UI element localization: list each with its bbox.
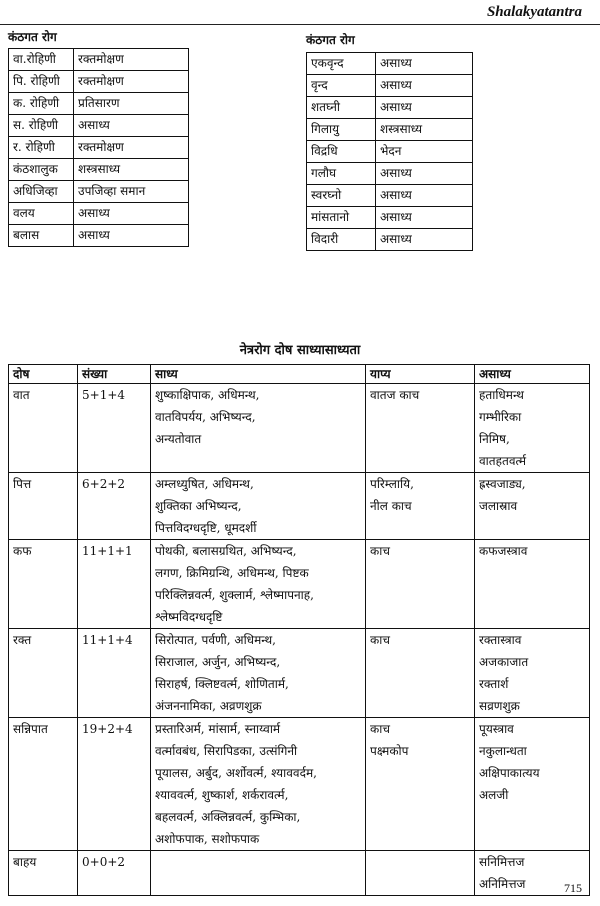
dosha-cell: बाहय [9, 851, 78, 896]
table-row [307, 97, 473, 119]
sadhya-line: सिरोत्पात, पर्वणी, अधिमन्थ, [155, 633, 276, 647]
sadhya-line: पूयालस, अर्बुद, अर्शोवर्त्म, श्याववर्दम, [155, 766, 317, 780]
sadhya-line: सिराहर्ष, क्लिष्टवर्त्म, शोणितार्म, [155, 677, 289, 691]
table-row [9, 71, 189, 93]
table-row [9, 629, 590, 718]
header-yapya: याप्य [366, 365, 475, 384]
header-count: संख्या [78, 365, 151, 384]
dosha-cell: सन्निपात [9, 718, 78, 851]
asadhya-line: वातहतवर्त्म [479, 454, 527, 468]
header-sadhya: साध्य [151, 365, 366, 384]
table-row [9, 473, 590, 540]
table-row [307, 185, 473, 207]
disease-name: बलास [9, 225, 74, 247]
disease-name: गलौघ [307, 163, 376, 185]
table-row [9, 93, 189, 115]
treatment: असाध्य [74, 115, 189, 137]
sadhya-cell [151, 540, 366, 629]
dosha-cell: वात [9, 384, 78, 473]
table-row [307, 207, 473, 229]
treatment: रक्तमोक्षण [74, 49, 189, 71]
sadhya-line: सिराजाल, अर्जुन, अभिष्यन्द, [155, 655, 281, 669]
yapya-cell [366, 473, 475, 540]
sadhya-line: लगण, क्रिमिग्रन्थि, अधिमन्थ, पिष्टक [155, 566, 309, 580]
sadhya-line: प्रस्तारिअर्म, मांसार्म, स्नाय्वार्म [155, 722, 281, 736]
dosha-cell: कफ [9, 540, 78, 629]
table-row [9, 203, 189, 225]
sadhya-line: अम्लध्युषित, अधिमन्थ, [155, 477, 254, 491]
asadhya-line: रक्तार्श [479, 677, 509, 691]
asadhya-line: पूयस्त्राव [479, 722, 514, 736]
asadhya-cell [475, 540, 590, 629]
treatment: भेदन [376, 141, 473, 163]
asadhya-line: जलास्राव [479, 499, 518, 513]
asadhya-line: कफजस्त्राव [479, 544, 528, 558]
treatment: शस्त्रसाध्य [376, 119, 473, 141]
asadhya-line: गम्भीरिका [479, 410, 522, 424]
eye-disease-table [8, 364, 590, 896]
table-row [9, 181, 189, 203]
yapya-cell [366, 718, 475, 851]
treatment: असाध्य [376, 97, 473, 119]
sadhya-line: बहलवर्त्म, अक्लिन्नवर्त्म, कुम्भिका, [155, 810, 301, 824]
sadhya-line: परिक्लिन्नवर्त्म, शुक्लार्म, श्लेष्मापनाह, [155, 588, 314, 602]
yapya-line: पक्ष्मकोप [370, 744, 409, 758]
table-header-row [9, 365, 590, 384]
asadhya-line: अनिमित्तज [479, 877, 526, 891]
disease-name: शतघ्नी [307, 97, 376, 119]
sadhya-line: पोथकी, बलासग्रथित, अभिष्यन्द, [155, 544, 297, 558]
treatment: असाध्य [74, 225, 189, 247]
page-number: 715 [564, 881, 582, 895]
asadhya-cell [475, 473, 590, 540]
sadhya-cell [151, 473, 366, 540]
asadhya-line: निमिष, [479, 432, 510, 446]
treatment: असाध्य [376, 75, 473, 97]
yapya-line: काच [370, 544, 390, 558]
sadhya-line: श्लेष्मविदग्धदृष्टि [155, 610, 223, 624]
yapya-line: परिम्लायि, [370, 477, 414, 491]
asadhya-line: ह्रस्वजाड्य, [479, 477, 526, 491]
yapya-line: काच [370, 633, 390, 647]
yapya-line: काच [370, 722, 390, 736]
disease-name: अधिजिव्हा [9, 181, 74, 203]
sadhya-line: वातविपर्यय, अभिष्यन्द, [155, 410, 256, 424]
count-cell: 0+0+2 [78, 851, 151, 896]
sadhya-line: अंजननामिका, अव्रणशुक्र [155, 699, 262, 713]
disease-name: वा.रोहिणी [9, 49, 74, 71]
sadhya-line: पित्तविदग्धदृष्टि, धूमदर्शी [155, 521, 257, 535]
table-row [307, 53, 473, 75]
sadhya-cell [151, 851, 366, 896]
table-row [307, 141, 473, 163]
table-row [307, 119, 473, 141]
asadhya-cell [475, 384, 590, 473]
asadhya-line: सनिमित्तज [479, 855, 525, 869]
asadhya-line: रक्तास्त्राव [479, 633, 522, 647]
sadhya-cell [151, 718, 366, 851]
sadhya-cell [151, 384, 366, 473]
disease-name: स्वरघ्नो [307, 185, 376, 207]
count-cell: 19+2+4 [78, 718, 151, 851]
right-section-title: कंठगत रोग [306, 33, 355, 47]
asadhya-line: अलजी [479, 788, 509, 802]
yapya-cell [366, 384, 475, 473]
treatment: असाध्य [376, 229, 473, 251]
treatment: प्रतिसारण [74, 93, 189, 115]
table-row [9, 851, 590, 896]
table-row [9, 384, 590, 473]
count-cell: 5+1+4 [78, 384, 151, 473]
count-cell: 11+1+4 [78, 629, 151, 718]
asadhya-line: नकुलान्धता [479, 744, 527, 758]
asadhya-cell [475, 718, 590, 851]
table-row [307, 163, 473, 185]
sadhya-line: अशोफपाक, सशोफपाक [155, 832, 260, 846]
yapya-cell [366, 629, 475, 718]
count-cell: 11+1+1 [78, 540, 151, 629]
treatment: असाध्य [376, 53, 473, 75]
disease-name: पि. रोहिणी [9, 71, 74, 93]
sadhya-line: श्याववर्त्म, शुष्कार्श, शर्करावर्त्म, [155, 788, 289, 802]
yapya-cell [366, 851, 475, 896]
dosha-cell: रक्त [9, 629, 78, 718]
asadhya-line: अजकाजात [479, 655, 529, 669]
treatment: शस्त्रसाध्य [74, 159, 189, 181]
table-row [9, 115, 189, 137]
treatment: असाध्य [376, 163, 473, 185]
disease-name: क. रोहिणी [9, 93, 74, 115]
table-row [307, 75, 473, 97]
disease-name: एकवृन्द [307, 53, 376, 75]
sadhya-line: वर्त्मावबंध, सिरापिडका, उत्संगिनी [155, 744, 298, 758]
treatment: असाध्य [376, 185, 473, 207]
sadhya-line: अन्यतोवात [155, 432, 202, 446]
dosha-cell: पित्त [9, 473, 78, 540]
table-row [307, 229, 473, 251]
count-cell: 6+2+2 [78, 473, 151, 540]
page-header-title: Shalakyatantra [486, 4, 582, 20]
treatment: रक्तमोक्षण [74, 71, 189, 93]
sadhya-cell [151, 629, 366, 718]
left-disease-table [8, 48, 189, 247]
disease-name: वलय [9, 203, 74, 225]
sadhya-line: शुक्तिका अभिष्यन्द, [155, 499, 242, 513]
disease-name: कंठशालुक [9, 159, 74, 181]
sadhya-line: शुष्काक्षिपाक, अधिमन्थ, [155, 388, 260, 402]
disease-name: विद्रधि [307, 141, 376, 163]
yapya-line: वातज काच [370, 388, 420, 402]
treatment: उपजिव्हा समान [74, 181, 189, 203]
treatment: रक्तमोक्षण [74, 137, 189, 159]
asadhya-line: अक्षिपाकात्यय [479, 766, 540, 780]
disease-name: स. रोहिणी [9, 115, 74, 137]
asadhya-line: हताधिमन्थ [479, 388, 524, 402]
disease-name: गिलायु [307, 119, 376, 141]
header-asadhya: असाध्य [475, 365, 590, 384]
disease-name: मांसतानो [307, 207, 376, 229]
right-disease-table [306, 52, 473, 251]
left-section-title: कंठगत रोग [8, 30, 57, 44]
treatment: असाध्य [376, 207, 473, 229]
yapya-line: नील काच [370, 499, 412, 513]
disease-name: वृन्द [307, 75, 376, 97]
disease-name: र. रोहिणी [9, 137, 74, 159]
main-table-title: नेत्ररोग दोष साध्यासाध्यता [239, 343, 361, 358]
yapya-cell [366, 540, 475, 629]
asadhya-line: सव्रणशुक्र [479, 699, 520, 713]
table-row [9, 225, 189, 247]
table-row [9, 159, 189, 181]
table-row [9, 137, 189, 159]
treatment: असाध्य [74, 203, 189, 225]
header-rule [0, 24, 600, 25]
header-dosha: दोष [9, 365, 78, 384]
table-row [9, 49, 189, 71]
table-row [9, 718, 590, 851]
disease-name: विदारी [307, 229, 376, 251]
table-row [9, 540, 590, 629]
asadhya-cell [475, 629, 590, 718]
